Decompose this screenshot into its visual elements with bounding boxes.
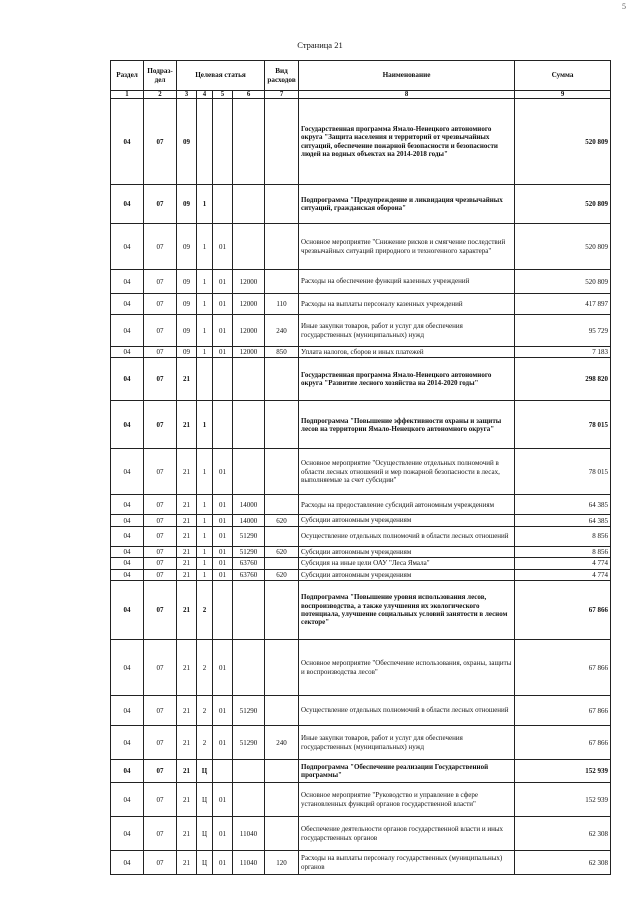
sum-cell: 64 385 [515, 515, 611, 526]
program-code-cell: 21 [177, 558, 197, 569]
activity-code-cell: 01 [213, 515, 233, 526]
item-name-cell: Подпрограмма "Повышение уровня использования лесов, воспроизводства, а также улучшения их экологического потенциала, улучшение социальных условий занятости в лесном секторе" [299, 581, 515, 640]
activity-code-cell: 01 [213, 783, 233, 817]
activity-code-cell: 01 [213, 726, 233, 760]
item-name-cell: Основное мероприятие "Руководство и управление в сфере установленных функций органов государственной власти" [299, 783, 515, 817]
header-name: Наименование [299, 61, 515, 91]
subprogram-code-cell [197, 358, 213, 401]
subprogram-code-cell: 1 [197, 270, 213, 294]
table-row [111, 640, 611, 696]
subsection-cell: 07 [144, 294, 177, 315]
sum-cell: 7 183 [515, 347, 611, 358]
expense-type-cell [265, 696, 299, 726]
column-number: 5 [213, 91, 233, 99]
section-cell: 04 [111, 358, 144, 401]
sum-cell: 4 774 [515, 558, 611, 569]
item-name-cell: Субсидии автономным учреждениям [299, 515, 515, 526]
direction-code-cell: 51290 [233, 546, 265, 557]
expense-type-cell [265, 760, 299, 783]
direction-code-cell: 63760 [233, 569, 265, 580]
program-code-cell: 21 [177, 726, 197, 760]
subprogram-code-cell: 2 [197, 581, 213, 640]
program-code-cell: 21 [177, 358, 197, 401]
program-code-cell: 09 [177, 185, 197, 224]
activity-code-cell: 01 [213, 546, 233, 557]
table-row [111, 358, 611, 401]
subsection-cell: 07 [144, 347, 177, 358]
subsection-cell: 07 [144, 640, 177, 696]
column-number: 9 [515, 91, 611, 99]
expense-type-cell: 620 [265, 546, 299, 557]
section-cell: 04 [111, 270, 144, 294]
subsection-cell: 07 [144, 358, 177, 401]
table-row [111, 270, 611, 294]
header-section: Раздел [111, 61, 144, 91]
subprogram-code-cell: 1 [197, 495, 213, 515]
expense-type-cell [265, 270, 299, 294]
subsection-cell: 07 [144, 449, 177, 495]
direction-code-cell [233, 783, 265, 817]
table-row [111, 760, 611, 783]
program-code-cell: 09 [177, 315, 197, 347]
section-cell: 04 [111, 185, 144, 224]
sum-cell: 67 866 [515, 726, 611, 760]
subprogram-code-cell: 1 [197, 185, 213, 224]
section-cell: 04 [111, 449, 144, 495]
program-code-cell: 21 [177, 696, 197, 726]
activity-code-cell [213, 760, 233, 783]
sum-cell: 520 809 [515, 224, 611, 270]
sum-cell: 520 809 [515, 270, 611, 294]
subsection-cell: 07 [144, 569, 177, 580]
subprogram-code-cell: 1 [197, 315, 213, 347]
item-name-cell: Подпрограмма "Предупреждение и ликвидация чрезвычайных ситуаций, гражданская оборона" [299, 185, 515, 224]
column-number-row [111, 91, 611, 99]
subsection-cell: 07 [144, 558, 177, 569]
direction-code-cell: 12000 [233, 347, 265, 358]
program-code-cell: 21 [177, 851, 197, 875]
program-code-cell: 09 [177, 270, 197, 294]
program-code-cell: 21 [177, 495, 197, 515]
expense-type-cell: 120 [265, 851, 299, 875]
table-row [111, 495, 611, 515]
sum-cell: 78 015 [515, 401, 611, 449]
activity-code-cell: 01 [213, 569, 233, 580]
sum-cell: 67 866 [515, 696, 611, 726]
direction-code-cell: 51290 [233, 726, 265, 760]
subprogram-code-cell: 1 [197, 526, 213, 546]
subsection-cell: 07 [144, 783, 177, 817]
item-name-cell: Субсидии автономным учреждениям [299, 546, 515, 557]
program-code-cell: 09 [177, 99, 197, 185]
table-row [111, 526, 611, 546]
direction-code-cell [233, 99, 265, 185]
table-row [111, 569, 611, 580]
item-name-cell: Основное мероприятие "Осуществление отдельных полномочий в области лесных отношений и мер пожарной безопасности в лесах, выполняемые за счет субсидии" [299, 449, 515, 495]
sum-cell: 62 308 [515, 851, 611, 875]
expense-type-cell [265, 495, 299, 515]
subsection-cell: 07 [144, 315, 177, 347]
subprogram-code-cell: 1 [197, 515, 213, 526]
item-name-cell: Подпрограмма "Обеспечение реализации Государственной программы" [299, 760, 515, 783]
item-name-cell: Иные закупки товаров, работ и услуг для обеспечения государственных (муниципальных) нужд [299, 726, 515, 760]
section-cell: 04 [111, 851, 144, 875]
subsection-cell: 07 [144, 726, 177, 760]
table-row [111, 99, 611, 185]
item-name-cell: Основное мероприятие "Обеспечение использования, охраны, защиты и воспроизводства лесов" [299, 640, 515, 696]
direction-code-cell: 12000 [233, 315, 265, 347]
table-row [111, 726, 611, 760]
section-cell: 04 [111, 696, 144, 726]
table-row [111, 315, 611, 347]
subsection-cell: 07 [144, 760, 177, 783]
program-code-cell: 21 [177, 546, 197, 557]
subsection-cell: 07 [144, 185, 177, 224]
sum-cell: 62 308 [515, 817, 611, 851]
activity-code-cell: 01 [213, 558, 233, 569]
program-code-cell: 21 [177, 760, 197, 783]
column-number: 3 [177, 91, 197, 99]
table-row [111, 783, 611, 817]
direction-code-cell: 51290 [233, 696, 265, 726]
sum-cell: 298 820 [515, 358, 611, 401]
program-code-cell: 21 [177, 783, 197, 817]
activity-code-cell [213, 581, 233, 640]
expense-type-cell: 240 [265, 315, 299, 347]
activity-code-cell: 01 [213, 526, 233, 546]
item-name-cell: Субсидия на иные цели ОАУ "Леса Ямала" [299, 558, 515, 569]
section-cell: 04 [111, 558, 144, 569]
section-cell: 04 [111, 760, 144, 783]
section-cell: 04 [111, 640, 144, 696]
direction-code-cell [233, 581, 265, 640]
expense-type-cell [265, 99, 299, 185]
item-name-cell: Иные закупки товаров, работ и услуг для обеспечения государственных (муниципальных) нужд [299, 315, 515, 347]
column-number: 2 [144, 91, 177, 99]
section-cell: 04 [111, 315, 144, 347]
table-row [111, 546, 611, 557]
program-code-cell: 21 [177, 449, 197, 495]
activity-code-cell: 01 [213, 294, 233, 315]
column-number: 8 [299, 91, 515, 99]
expense-type-cell [265, 640, 299, 696]
subsection-cell: 07 [144, 546, 177, 557]
subsection-cell: 07 [144, 851, 177, 875]
table-row [111, 696, 611, 726]
direction-code-cell: 12000 [233, 270, 265, 294]
activity-code-cell: 01 [213, 851, 233, 875]
sum-cell: 520 809 [515, 185, 611, 224]
expense-type-cell [265, 185, 299, 224]
direction-code-cell: 11040 [233, 817, 265, 851]
subprogram-code-cell: 2 [197, 696, 213, 726]
subsection-cell: 07 [144, 401, 177, 449]
subsection-cell: 07 [144, 270, 177, 294]
subprogram-code-cell: 1 [197, 294, 213, 315]
item-name-cell: Осуществление отдельных полномочий в области лесных отношений [299, 696, 515, 726]
subprogram-code-cell: 1 [197, 449, 213, 495]
sum-cell: 67 866 [515, 640, 611, 696]
activity-code-cell: 01 [213, 315, 233, 347]
section-cell: 04 [111, 526, 144, 546]
direction-code-cell [233, 185, 265, 224]
sum-cell: 78 015 [515, 449, 611, 495]
header-sum: Сумма [515, 61, 611, 91]
expense-type-cell: 850 [265, 347, 299, 358]
program-code-cell: 09 [177, 294, 197, 315]
program-code-cell: 21 [177, 526, 197, 546]
section-cell: 04 [111, 294, 144, 315]
activity-code-cell [213, 401, 233, 449]
page-number: Страница 21 [297, 40, 343, 50]
program-code-cell: 21 [177, 581, 197, 640]
expense-type-cell [265, 817, 299, 851]
subsection-cell: 07 [144, 224, 177, 270]
expense-type-cell [265, 526, 299, 546]
header-target-article: Целевая статья [177, 61, 265, 91]
item-name-cell: Осуществление отдельных полномочий в области лесных отношений [299, 526, 515, 546]
item-name-cell: Основное мероприятие "Снижение рисков и смягчение последствий чрезвычайных ситуаций природного и техногенного характера" [299, 224, 515, 270]
section-cell: 04 [111, 546, 144, 557]
expense-type-cell [265, 224, 299, 270]
expense-type-cell [265, 401, 299, 449]
direction-code-cell: 14000 [233, 495, 265, 515]
subsection-cell: 07 [144, 495, 177, 515]
direction-code-cell: 51290 [233, 526, 265, 546]
activity-code-cell: 01 [213, 270, 233, 294]
table-row [111, 817, 611, 851]
section-cell: 04 [111, 495, 144, 515]
activity-code-cell: 01 [213, 640, 233, 696]
page-corner-mark: 5 [622, 2, 626, 11]
table-row [111, 558, 611, 569]
column-number: 4 [197, 91, 213, 99]
section-cell: 04 [111, 581, 144, 640]
section-cell: 04 [111, 224, 144, 270]
direction-code-cell [233, 449, 265, 495]
expense-type-cell [265, 449, 299, 495]
subprogram-code-cell: 1 [197, 224, 213, 270]
item-name-cell: Расходы на выплаты персоналу государственных (муниципальных) органов [299, 851, 515, 875]
subsection-cell: 07 [144, 817, 177, 851]
sum-cell: 417 897 [515, 294, 611, 315]
budget-table [110, 60, 611, 875]
activity-code-cell: 01 [213, 696, 233, 726]
program-code-cell: 09 [177, 224, 197, 270]
activity-code-cell: 01 [213, 347, 233, 358]
expense-type-cell: 110 [265, 294, 299, 315]
column-number: 6 [233, 91, 265, 99]
activity-code-cell: 01 [213, 817, 233, 851]
column-number: 1 [111, 91, 144, 99]
sum-cell: 67 866 [515, 581, 611, 640]
table-row [111, 581, 611, 640]
section-cell: 04 [111, 99, 144, 185]
activity-code-cell [213, 185, 233, 224]
subprogram-code-cell: 1 [197, 558, 213, 569]
activity-code-cell [213, 99, 233, 185]
activity-code-cell [213, 358, 233, 401]
subprogram-code-cell: 2 [197, 726, 213, 760]
subprogram-code-cell: Ц [197, 783, 213, 817]
program-code-cell: 21 [177, 817, 197, 851]
activity-code-cell: 01 [213, 449, 233, 495]
subprogram-code-cell: Ц [197, 817, 213, 851]
subsection-cell: 07 [144, 99, 177, 185]
item-name-cell: Уплата налогов, сборов и иных платежей [299, 347, 515, 358]
table-row [111, 449, 611, 495]
table-row [111, 347, 611, 358]
item-name-cell: Расходы на обеспечение функций казенных учреждений [299, 270, 515, 294]
item-name-cell: Государственная программа Ямало-Ненецкого автономного округа "Развитие лесного хозяйства на 2014-2020 годы" [299, 358, 515, 401]
sum-cell: 152 939 [515, 760, 611, 783]
column-number: 7 [265, 91, 299, 99]
subsection-cell: 07 [144, 526, 177, 546]
item-name-cell: Субсидии автономным учреждениям [299, 569, 515, 580]
subsection-cell: 07 [144, 581, 177, 640]
direction-code-cell [233, 224, 265, 270]
subprogram-code-cell [197, 99, 213, 185]
section-cell: 04 [111, 783, 144, 817]
sum-cell: 95 729 [515, 315, 611, 347]
subsection-cell: 07 [144, 515, 177, 526]
subprogram-code-cell: 2 [197, 640, 213, 696]
section-cell: 04 [111, 726, 144, 760]
table-row [111, 224, 611, 270]
program-code-cell: 21 [177, 569, 197, 580]
program-code-cell: 21 [177, 515, 197, 526]
subprogram-code-cell: 1 [197, 546, 213, 557]
sum-cell: 4 774 [515, 569, 611, 580]
section-cell: 04 [111, 569, 144, 580]
sum-cell: 8 856 [515, 526, 611, 546]
sum-cell: 8 856 [515, 546, 611, 557]
header-row [111, 61, 611, 91]
subprogram-code-cell: Ц [197, 760, 213, 783]
direction-code-cell [233, 401, 265, 449]
subsection-cell: 07 [144, 696, 177, 726]
direction-code-cell [233, 358, 265, 401]
direction-code-cell: 14000 [233, 515, 265, 526]
subprogram-code-cell: 1 [197, 569, 213, 580]
activity-code-cell: 01 [213, 495, 233, 515]
sum-cell: 64 385 [515, 495, 611, 515]
item-name-cell: Государственная программа Ямало-Ненецкого автономного округа "Защита населения и территорий от чрезвычайных ситуаций, обеспечение пожарной безопасности и безопасности людей на водных объектах на 2014-2018 годы" [299, 99, 515, 185]
section-cell: 04 [111, 817, 144, 851]
item-name-cell: Расходы на выплаты персоналу казенных учреждений [299, 294, 515, 315]
expense-type-cell [265, 783, 299, 817]
table-row [111, 294, 611, 315]
table-row [111, 851, 611, 875]
expense-type-cell: 620 [265, 569, 299, 580]
section-cell: 04 [111, 515, 144, 526]
program-code-cell: 21 [177, 640, 197, 696]
direction-code-cell [233, 640, 265, 696]
expense-type-cell: 620 [265, 515, 299, 526]
expense-type-cell [265, 558, 299, 569]
subprogram-code-cell: Ц [197, 851, 213, 875]
expense-type-cell: 240 [265, 726, 299, 760]
program-code-cell: 21 [177, 401, 197, 449]
subprogram-code-cell: 1 [197, 401, 213, 449]
expense-type-cell [265, 581, 299, 640]
direction-code-cell [233, 760, 265, 783]
header-expense-type: Вид расходов [265, 61, 299, 91]
direction-code-cell: 12000 [233, 294, 265, 315]
direction-code-cell: 11040 [233, 851, 265, 875]
expense-type-cell [265, 358, 299, 401]
section-cell: 04 [111, 401, 144, 449]
item-name-cell: Обеспечение деятельности органов государственной власти и иных государственных органов [299, 817, 515, 851]
table-body [111, 99, 611, 875]
activity-code-cell: 01 [213, 224, 233, 270]
sum-cell: 152 939 [515, 783, 611, 817]
sum-cell: 520 809 [515, 99, 611, 185]
subprogram-code-cell: 1 [197, 347, 213, 358]
direction-code-cell: 63760 [233, 558, 265, 569]
table-row [111, 401, 611, 449]
table-row [111, 185, 611, 224]
item-name-cell: Расходы на предоставление субсидий автономным учреждениям [299, 495, 515, 515]
section-cell: 04 [111, 347, 144, 358]
table-row [111, 515, 611, 526]
header-subsection: Подраз-дел [144, 61, 177, 91]
program-code-cell: 09 [177, 347, 197, 358]
item-name-cell: Подпрограмма "Повышение эффективности охраны и защиты лесов на территории Ямало-Ненецкого автономного округа" [299, 401, 515, 449]
